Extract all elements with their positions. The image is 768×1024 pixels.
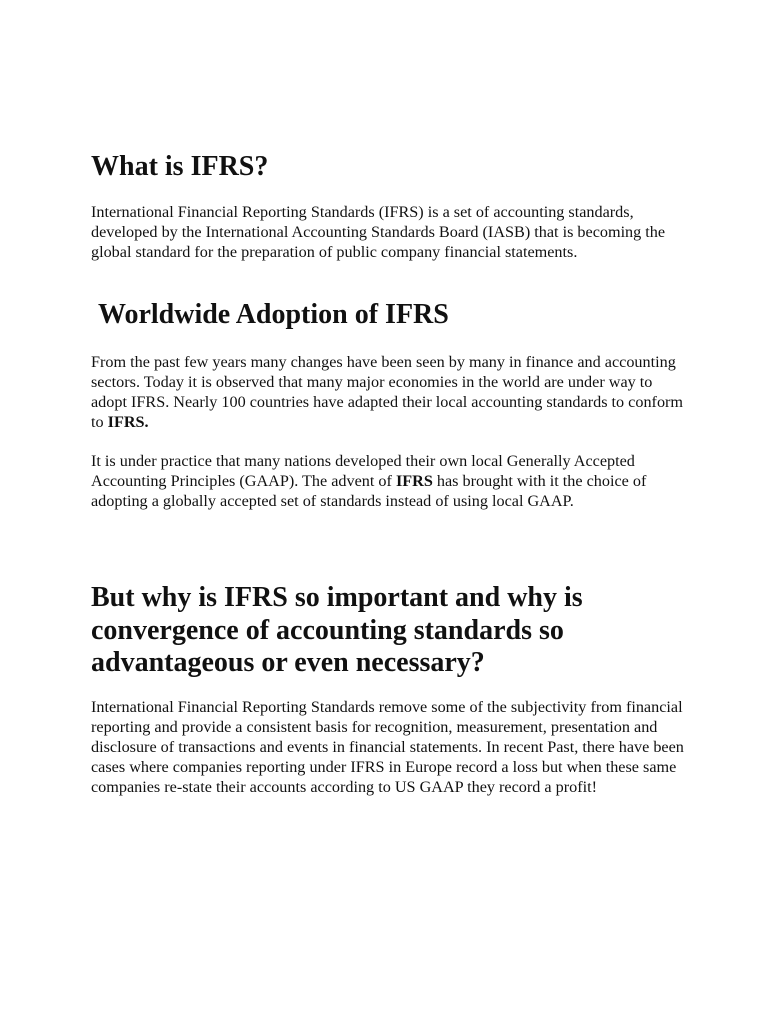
adoption-paragraph-1-text: From the past few years many changes have been seen by many in finance and accounting sectors. Today it is observed that many major economies in the world are under way to adopt IFRS. Nearly 100 countries have adapted their local accounting standards to conform to xyxy=(91,353,684,431)
adoption-paragraph-2-after: has brought with it the choice of adopting a globally accepted set of standards instead of using local GAAP. xyxy=(91,472,647,510)
adoption-paragraph-2 xyxy=(91,451,691,511)
adoption-paragraph-1 xyxy=(91,352,691,432)
adoption-paragraph-2-before: It is under practice that many nations developed their own local Generally Accepted Accounting Principles (GAAP). The advent of xyxy=(91,452,635,490)
heading-why-important: But why is IFRS so important and why is convergence of accounting standards so advantageous or even necessary? xyxy=(91,582,583,678)
why-paragraph: International Financial Reporting Standards remove some of the subjectivity from financial reporting and provide a consistent basis for recognition, measurement, presentation and disclosure of transactions and events in financial statements. In recent Past, there have been cases where companies reporting under IFRS in Europe record a loss but when these same companies re-state their accounts according to US GAAP they record a profit! xyxy=(91,698,684,796)
definition-paragraph: International Financial Reporting Standards (IFRS) is a set of accounting standards, developed by the International Accounting Standards Board (IASB) that is becoming the global standard for the preparation of public company financial statements. xyxy=(91,203,666,261)
adoption-paragraph-1-bold: IFRS. xyxy=(107,413,149,431)
heading-worldwide-adoption: Worldwide Adoption of IFRS xyxy=(98,299,449,330)
adoption-paragraph-2-bold: IFRS xyxy=(395,472,433,490)
heading-what-is-ifrs: What is IFRS? xyxy=(91,151,269,182)
